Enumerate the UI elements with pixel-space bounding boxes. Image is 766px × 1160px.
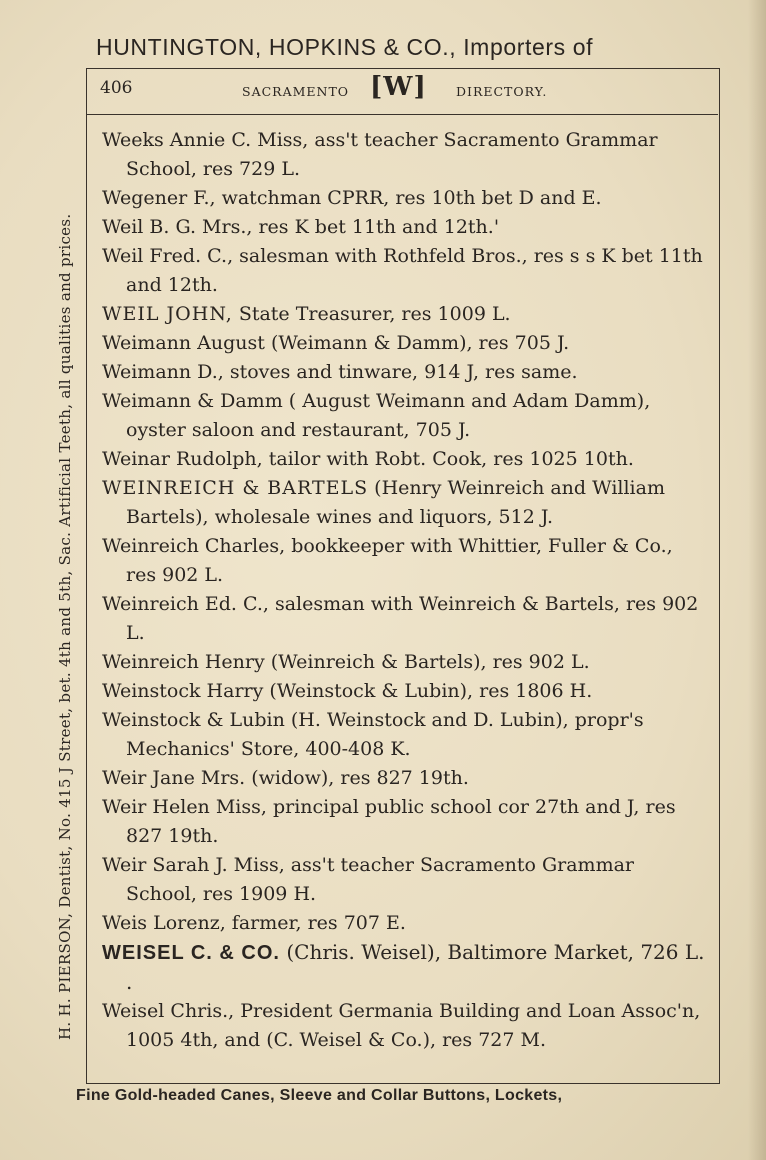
directory-entry	[102, 677, 706, 706]
entry-name: Weinar Rudolph,	[102, 448, 263, 470]
entry-name: Weir Sarah J. Miss,	[102, 854, 285, 876]
directory-entry	[102, 938, 706, 997]
directory-entry	[102, 445, 706, 474]
directory-entry	[102, 793, 706, 851]
bottom-advertisement: Fine Gold-headed Canes, Sleeve and Collar Buttons, Lockets,	[76, 1087, 563, 1104]
entry-name: Weimann D.,	[102, 361, 224, 383]
directory-entry	[102, 997, 706, 1055]
entry-detail: salesman with Weinreich & Bartels, res 902 L.	[126, 593, 699, 644]
entry-name: WEISEL C. & CO.	[102, 942, 280, 964]
entry-detail: ( August Weimann and Adam Damm), oyster saloon and restaurant, 705 J.	[126, 390, 651, 441]
directory-entry	[102, 126, 706, 184]
header-letter: [W]	[370, 72, 427, 102]
entry-name: Weimann & Damm	[102, 390, 283, 412]
entry-detail: State Treasurer, res 1009 L.	[232, 303, 511, 325]
directory-entry	[102, 300, 706, 329]
entry-detail: (Weimann & Damm), res 705 J.	[264, 332, 570, 354]
directory-entry	[102, 648, 706, 677]
entry-detail: bookkeeper with Whittier, Fuller & Co., res 902 L.	[126, 535, 673, 586]
side-advertisement: H. H. PIERSON, Dentist, No. 415 J Street, bet. 4th and 5th, Sac. Artificial Teeth, all qualities and prices.	[56, 213, 74, 1040]
entry-name: Weir Helen Miss,	[102, 796, 267, 818]
entry-name: Weimann August	[102, 332, 265, 354]
header-directory: DIRECTORY.	[456, 84, 548, 99]
entry-name: Weil Fred. C.,	[102, 245, 234, 267]
directory-entry	[102, 213, 706, 242]
page-number: 406	[100, 78, 133, 98]
directory-entry	[102, 474, 706, 532]
running-header	[86, 68, 718, 115]
directory-entry	[102, 851, 706, 909]
header-city: SACRAMENTO	[242, 84, 350, 99]
entry-detail: President Germania Building and Loan Assoc'n, 1005 4th, and (C. Weisel & Co.), res 727 M.	[126, 1000, 701, 1051]
directory-entry	[102, 329, 706, 358]
entry-name: Wegener F.,	[102, 187, 216, 209]
entry-name: Weinstock & Lubin	[102, 709, 285, 731]
entry-detail: stoves and tinware, 914 J, res same.	[223, 361, 578, 383]
directory-entry	[102, 590, 706, 648]
directory-entry	[102, 764, 706, 793]
entry-detail: (H. Weinstock and D. Lubin), propr's Mechanics' Store, 400-408 K.	[126, 709, 644, 760]
entry-detail: (Chris. Weisel), Baltimore Market, 726 L. .	[126, 940, 705, 994]
entry-name: Weeks Annie C. Miss,	[102, 129, 309, 151]
entry-detail: tailor with Robt. Cook, res 1025 10th.	[262, 448, 634, 470]
top-advertisement: HUNTINGTON, HOPKINS & CO., Importers of	[96, 34, 594, 60]
directory-entry	[102, 532, 706, 590]
entry-detail: (widow), res 827 19th.	[245, 767, 469, 789]
page-edge-shadow	[748, 0, 766, 1160]
entry-detail: (Weinreich & Bartels), res 902 L.	[264, 651, 590, 673]
entry-detail: principal public school cor 27th and J, res 827 19th.	[126, 796, 676, 847]
entry-name: Weinreich Ed. C.,	[102, 593, 269, 615]
entry-name: WEIL JOHN,	[102, 303, 233, 325]
entry-name: Weis Lorenz,	[102, 912, 226, 934]
entry-detail: (Weinstock & Lubin), res 1806 H.	[263, 680, 593, 702]
entry-name: Weil B. G. Mrs.,	[102, 216, 253, 238]
entry-name: Weinstock Harry	[102, 680, 264, 702]
entry-name: Weir Jane Mrs.	[102, 767, 246, 789]
entry-detail: (Henry Weinreich and William Bartels), wholesale wines and liquors, 512 J.	[126, 477, 665, 528]
entry-detail: res K bet 11th and 12th.'	[252, 216, 500, 238]
directory-entry	[102, 909, 706, 938]
entry-name: Weinreich Henry	[102, 651, 265, 673]
directory-entry	[102, 242, 706, 300]
entry-detail: ass't teacher Sacramento Grammar School, res 1909 H.	[126, 854, 635, 905]
directory-entries	[102, 126, 706, 1055]
entry-name: Weinreich Charles,	[102, 535, 286, 557]
directory-entry	[102, 184, 706, 213]
entry-detail: ass't teacher Sacramento Grammar School, res 729 L.	[126, 129, 658, 180]
entry-detail: salesman with Rothfeld Bros., res s s K bet 11th and 12th.	[126, 245, 703, 296]
entry-name: WEINREICH & BARTELS	[102, 477, 369, 499]
directory-entry	[102, 358, 706, 387]
directory-entry	[102, 387, 706, 445]
entry-detail: watchman CPRR, res 10th bet D and E.	[215, 187, 602, 209]
entry-detail: farmer, res 707 E.	[225, 912, 406, 934]
directory-entry	[102, 706, 706, 764]
entry-name: Weisel Chris.,	[102, 1000, 235, 1022]
